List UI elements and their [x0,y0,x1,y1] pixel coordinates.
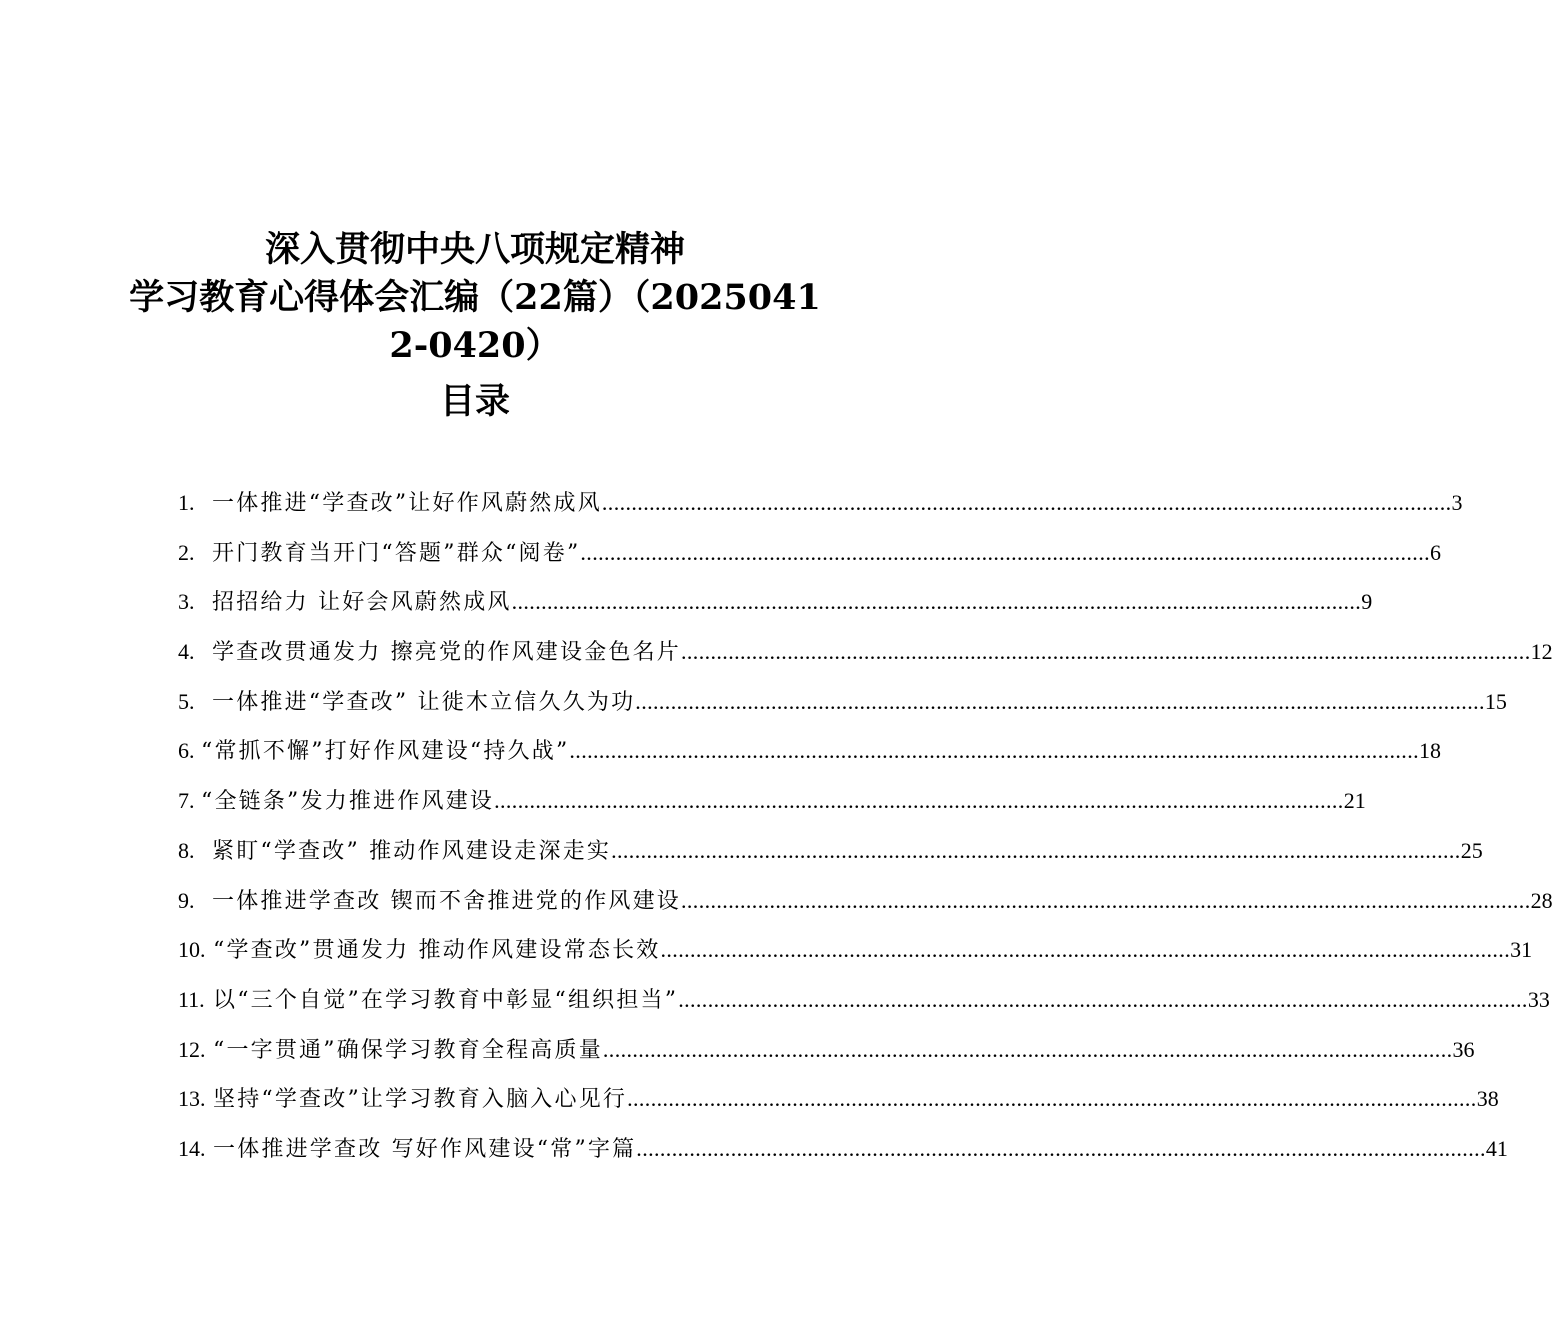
toc-entry-page: 3 [1451,490,1463,515]
toc-leader-dots [512,577,1362,627]
toc-heading: 目录 [439,381,510,422]
toc-entry-title: “学查改”贯通发力 推动作风建设常态长效 [213,938,661,964]
toc-entry-title: “全链条”发力推进作风建设 [201,789,495,815]
toc-entry-page: 28 [1530,887,1553,913]
toc-entry-5[interactable] [178,677,1507,727]
table-of-contents [178,478,1553,1174]
toc-entry-page: 6 [1430,539,1441,565]
toc-entry-3[interactable] [178,577,1373,627]
toc-leader-dots [661,925,1511,975]
title-line-2: 学习教育心得体会汇编（22篇）（2025041 [129,277,821,318]
toc-leader-dots [681,627,1531,677]
toc-entry-page: 12 [1530,639,1553,665]
toc-entry-13[interactable] [178,1074,1499,1124]
title-line-1: 深入贯彻中央八项规定精神 [264,229,685,270]
toc-entry-10[interactable] [178,925,1533,975]
toc-entry-title: 招招给力 让好会风蔚然成风 [212,590,512,616]
toc-leader-dots [580,528,1430,578]
toc-entry-page: 38 [1476,1086,1499,1112]
toc-entry-page: 25 [1460,837,1483,863]
toc-entry-6[interactable] [178,726,1441,776]
title-line-3: 2-0420） [389,325,561,366]
toc-entry-number: 13. [178,1086,206,1112]
toc-entry-page: 9 [1361,589,1373,615]
toc-entry-page: 15 [1484,688,1507,714]
toc-entry-page: 18 [1419,738,1441,764]
toc-leader-dots [636,1124,1486,1174]
toc-leader-dots [611,826,1461,876]
toc-entry-8[interactable] [178,826,1483,876]
toc-leader-dots [627,1074,1477,1124]
toc-entry-number: 2. [178,539,195,565]
toc-entry-number: 7. [178,788,195,814]
toc-entry-11[interactable] [178,975,1550,1025]
toc-entry-14[interactable] [178,1124,1508,1174]
toc-leader-dots [569,726,1419,776]
toc-entry-title: 一体推进学查改 锲而不舍推进党的作风建设 [212,888,681,914]
toc-entry-title: 坚持“学查改”让学习教育入脑入心见行 [213,1087,628,1113]
toc-leader-dots [635,677,1485,727]
toc-entry-title: “常抓不懈”打好作风建设“持久战” [201,739,570,765]
toc-entry-number: 3. [178,589,195,615]
document-title [0,226,950,370]
toc-entry-number: 9. [178,887,195,913]
toc-entry-number: 1. [178,490,195,515]
toc-entry-title: 一体推进“学查改”让好作风蔚然成风 [212,491,602,516]
toc-entry-title: 一体推进“学查改” 让徙木立信久久为功 [212,689,636,715]
toc-entry-number: 12. [178,1036,206,1062]
toc-entry-page: 31 [1510,937,1533,963]
toc-entry-number: 5. [178,688,195,714]
toc-entry-title: 紧盯“学查改” 推动作风建设走深走实 [212,838,612,864]
toc-entry-title: “一字贯通”确保学习教育全程高质量 [213,1037,603,1063]
toc-entry-page: 36 [1452,1036,1475,1062]
toc-entry-number: 10. [178,937,206,963]
toc-leader-dots [602,478,1452,528]
toc-entry-2[interactable] [178,528,1441,578]
toc-leader-dots [494,776,1344,826]
toc-entry-4[interactable] [178,627,1553,677]
toc-entry-title: 以“三个自觉”在学习教育中彰显“组织担当” [213,987,679,1013]
toc-entry-number: 11. [178,986,205,1012]
toc-entry-page: 41 [1485,1135,1508,1161]
toc-entry-12[interactable] [178,1025,1475,1075]
toc-entry-number: 8. [178,837,195,863]
toc-entry-number: 6. [178,738,195,764]
toc-entry-title: 一体推进学查改 写好作风建设“常”字篇 [213,1136,637,1162]
toc-leader-dots [678,975,1528,1025]
toc-entry-title: 开门教育当开门“答题”群众“阅卷” [212,540,581,566]
toc-leader-dots [603,1025,1453,1075]
toc-entry-page: 33 [1527,986,1550,1012]
toc-entry-7[interactable] [178,776,1366,826]
toc-entry-number: 4. [178,639,195,665]
toc-entry-1[interactable] [178,478,1463,528]
toc-entry-number: 14. [178,1135,206,1161]
toc-entry-page: 21 [1343,788,1366,814]
toc-entry-9[interactable] [178,876,1553,926]
toc-entry-title: 学查改贯通发力 擦亮党的作风建设金色名片 [212,640,681,666]
toc-leader-dots [681,876,1531,926]
